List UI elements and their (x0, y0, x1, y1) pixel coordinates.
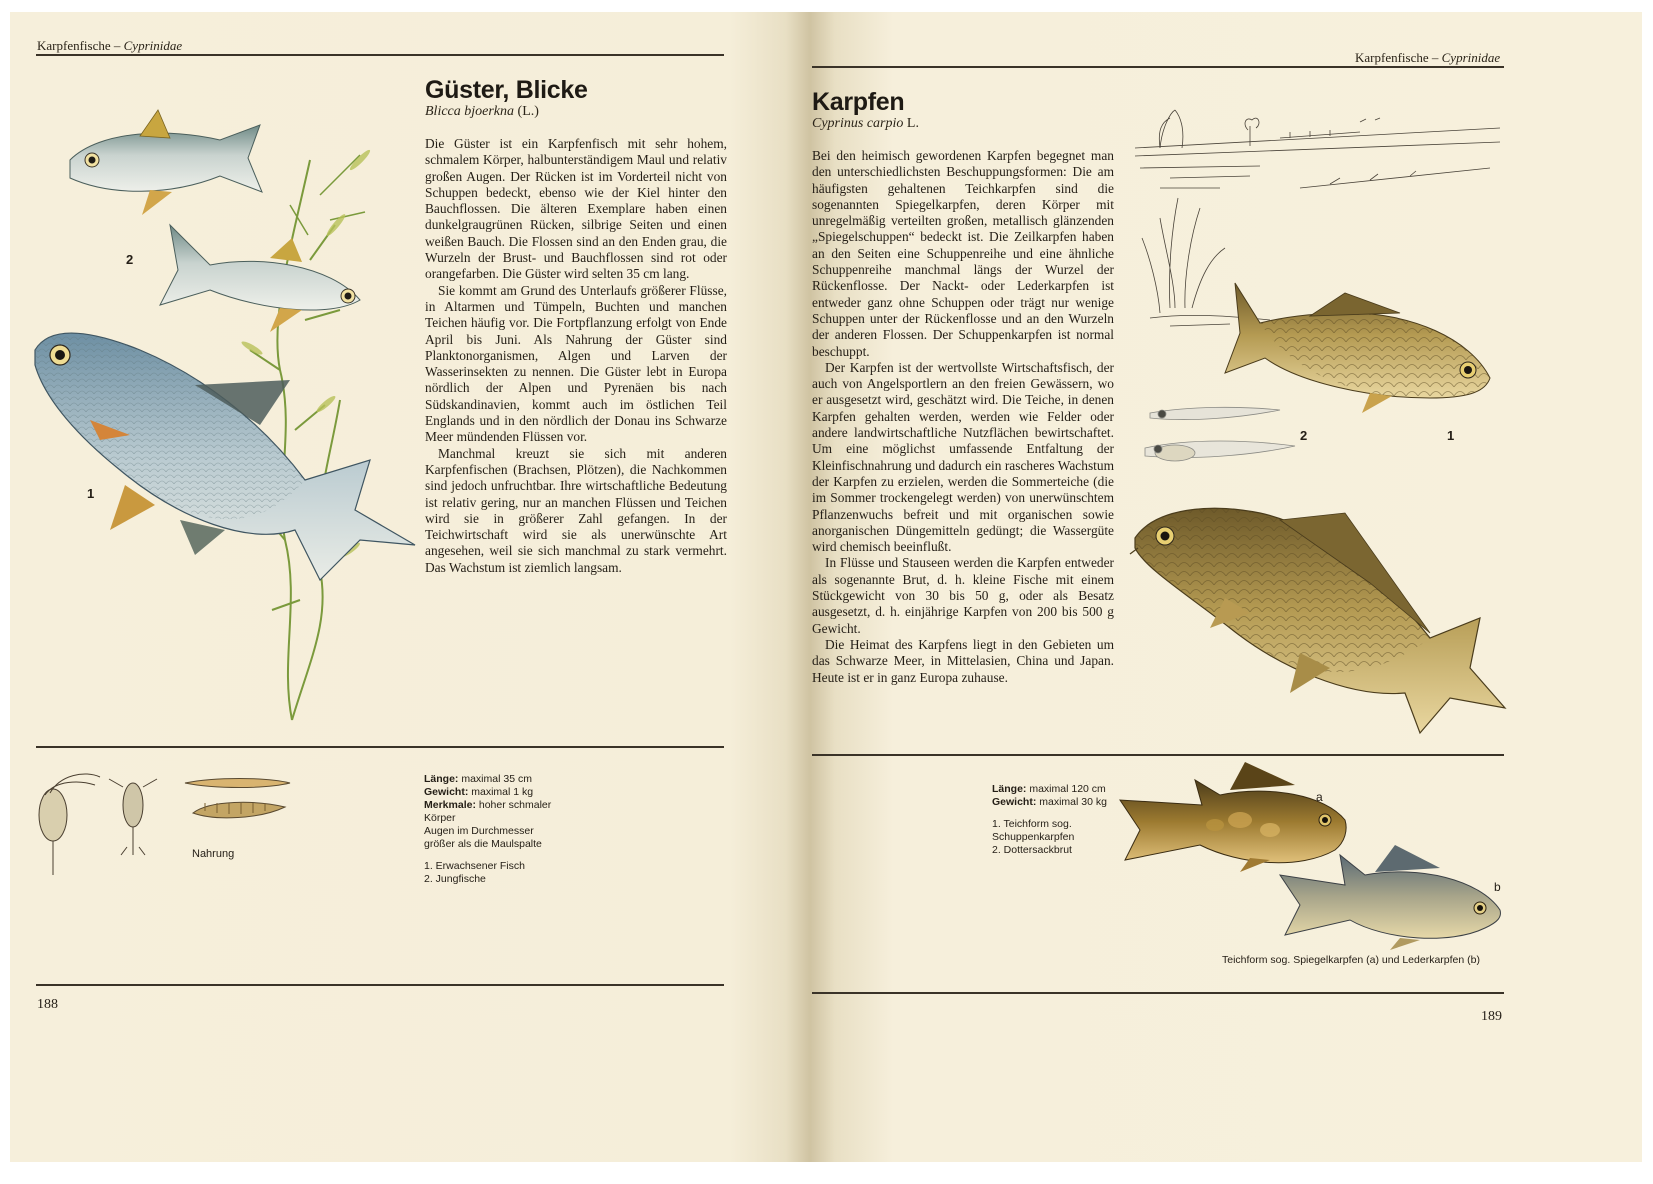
figure-label-b: b (1494, 880, 1501, 894)
bream-juvenile-top (70, 110, 262, 215)
carp-fry (1145, 407, 1295, 461)
left-paragraph: Die Güster ist ein Karpfenfisch mit sehr hohem, schmalem Körper, halbunterständigem Maul und relativ großen Augen. Der Rücken ist im Vorderteil nicht von Schuppen bedeckt, ebenso wie der Kiel hinter den Bauchflossen. Die älteren Exemplare haben einen dunkelgraugrünen Rücken, silbrige Seiten und einen weißen Bauch. Die Flossen sind an den Enden grau, die Wurzeln der Brust- und Bauchflossen sind rot oder orangefarben. Die Güster wird selten 35 cm lang. (425, 136, 727, 282)
right-paragraph: In Flüsse und Stauseen werden die Karpfen entweder als sogenannte Brut, d. h. kleine Fische mit einem Stückgewicht von 30 bis 50 g, oder als Besatz ausgesetzt, d. h. einjährige Karpfen von 200 bis 500 g Gewicht. (812, 555, 1114, 636)
scale-carp-fish (1225, 283, 1490, 413)
left-latin-name: Blicca bjoerkna (L.) (425, 104, 539, 119)
left-page-number: 188 (37, 997, 58, 1012)
left-body-text (425, 136, 727, 576)
left-page-title: Güster, Blicke (425, 76, 588, 104)
right-facts: Länge: maximal 120 cm Gewicht: maximal 30 kg 1. Teichform sog. Schuppenkarpfen 2. Dottersackbrut (992, 783, 1107, 856)
copepod-icon (109, 779, 157, 855)
pond-landscape-sketch (1135, 110, 1500, 326)
left-bottom-rule (36, 984, 724, 986)
right-body-text (812, 148, 1114, 686)
right-paragraph: Bei den heimisch gewordenen Karpfen begegnet man den unterschiedlichsten Beschuppungsformen: Die am häufigsten gehaltenen Teichkarpfen sind die sogenannten Spiegelkarpfen, deren Körper mit unregelmäßig verteilten großen, metallisch glänzenden „Spiegelschuppen“ bedeckt ist. Die Zeilkarpfen haben an den Seiten eine Schuppenreihe und eine ähnliche Schuppenreihe manchmal längs der Wurzel der Rückenflosse. Der Nackt- oder Lederkarpfen ist entweder ganz ohne Schuppen oder trägt nur wenige Schuppen unter der Rückenflosse und an den Wurzeln der anderen Flossen. Der Schuppenkarpfen ist normal beschuppt. (812, 148, 1114, 359)
left-paragraph: Sie kommt am Grund des Unterlaufs größerer Flüsse, in Altarmen und Tümpeln, Buchten und manchen Teichen häufig vor. Die Fortpflanzung erfolgt von Ende April bis Juni. Als Nahrung der Güster sind Planktonorganismen, Algen und Larven der Wasserinsekten zu nennen. Die Güster lebt in Europa nördlich der Alpen und Pyrenäen bis nach Südskandinavien, kommt auch im östlichen Teil Englands und in den nördlich der Donau ins Schwarze Meer mündenden Flüssen vor. (425, 282, 727, 445)
right-header-rule (812, 66, 1504, 68)
figure-label-2: 2 (126, 252, 134, 267)
right-latin-name: Cyprinus carpio L. (812, 116, 919, 131)
figure-label-1: 1 (87, 486, 95, 501)
leather-carp-b (1280, 845, 1500, 950)
larva-icon (185, 779, 290, 818)
right-page-number: 189 (1481, 1009, 1502, 1024)
figure-label-2-right: 2 (1300, 428, 1308, 443)
mirror-leather-carp-illustration (1120, 760, 1510, 950)
right-running-head: Karpfenfische – Cyprinidae (1355, 50, 1501, 65)
right-page-title: Karpfen (812, 88, 905, 116)
bream-illustration (30, 100, 420, 740)
food-organisms-illustration (35, 775, 300, 885)
daphnia-icon (39, 774, 100, 875)
right-paragraph: Die Heimat des Karpfens liegt in den Gebieten um das Schwarze Meer, in Mittelasien, China und Japan. Heute ist er in ganz Europa zuhause. (812, 636, 1114, 685)
left-paragraph: Manchmal kreuzt sie sich mit anderen Karpfenfischen (Brachsen, Plötzen), die Nachkommen sind jedoch unfruchtbar. Ihre wirtschaftliche Bedeutung ist relativ gering, nur an manchen Flüssen und Teichen wird sie in größerer Zahl gefangen. In der Teichwirtschaft wird sie als unerwünschte Art angesehen, weil sie sich manchmal zu stark vermehrt. Das Wachstum ist ziemlich langsam. (425, 445, 727, 575)
left-running-head: Karpfenfische – Cyprinidae (37, 38, 183, 53)
left-mid-rule (36, 746, 724, 748)
figure-label-1-right: 1 (1447, 428, 1455, 443)
bottom-figure-caption: Teichform sog. Spiegelkarpfen (a) und Lederkarpfen (b) (1222, 954, 1480, 966)
right-bottom-rule (812, 992, 1504, 994)
bream-juvenile-middle (160, 225, 360, 332)
left-facts: Länge: maximal 35 cm Gewicht: maximal 1 kg Merkmale: hoher schmaler Körper Augen im Durchmesser größer als die Maulspalte 1. Erwachsener Fisch 2. Jungfische (424, 773, 552, 885)
left-header-rule (36, 54, 724, 56)
mirror-carp-a (1120, 762, 1346, 872)
figure-label-a: a (1316, 790, 1323, 804)
food-caption: Nahrung (192, 848, 235, 860)
large-carp-fish (1130, 508, 1505, 733)
right-paragraph: Der Karpfen ist der wertvollste Wirtschaftsfisch, der auch von Angelsportlern an den freien Gewässern, wo er ausgesetzt wird, geschätzt wird. Die Teiche, in denen Karpfen gehalten werden, werden wie Felder oder andere landwirtschaftliche Nutzflächen bewirtschaftet. Um eine möglichst umfassende Entfaltung der Kleinfischnahrung und dadurch ein rascheres Wachstum der Karpfen zu erzielen, werden die Sommerteiche (die im Sommer trockengelegt werden) von unerwünschtem Pflanzenwuchs befreit und mit organischen sowie anorganischen Düngemitteln gedüngt; die Wassergüte wird chemisch beeinflußt. (812, 359, 1114, 555)
right-mid-rule (812, 754, 1504, 756)
